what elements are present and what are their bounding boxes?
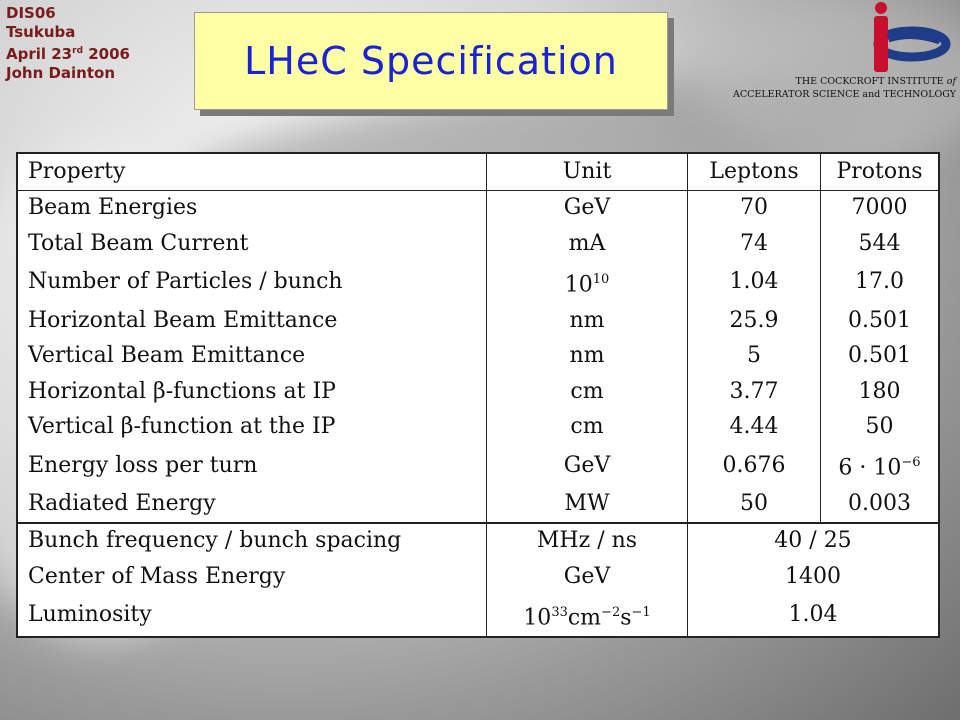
cell-property: Center of Mass Energy	[18, 559, 487, 595]
cell-leptons: 5	[688, 338, 821, 374]
header-unit: Unit	[487, 154, 688, 190]
cell-property: Radiated Energy	[18, 486, 487, 523]
header-protons: Protons	[821, 154, 939, 190]
table-row	[18, 445, 938, 486]
cell-unit: GeV	[487, 190, 688, 226]
table-row	[18, 303, 938, 339]
header-leptons: Leptons	[688, 154, 821, 190]
table-row	[18, 374, 938, 410]
cell-unit: MW	[487, 486, 688, 523]
cell-unit: $10^{10}$	[487, 262, 688, 303]
cell-value: 1.04	[788, 602, 838, 628]
cell-leptons: 70	[688, 190, 821, 226]
cell-property: Energy loss per turn	[18, 445, 487, 486]
table-row-combined	[18, 523, 938, 560]
cell-property: Vertical β-function at the IP	[18, 409, 487, 445]
table-row	[18, 486, 938, 523]
cell-leptons: 1.04	[688, 262, 821, 303]
cell-value: 1400	[785, 564, 841, 590]
cell-unit: nm	[487, 338, 688, 374]
cockcroft-logo	[862, 2, 952, 76]
cell-property: Horizontal Beam Emittance	[18, 303, 487, 339]
cell-unit: cm	[487, 374, 688, 410]
cell-unit: nm	[487, 303, 688, 339]
cell-value: 40 / 25	[688, 523, 939, 560]
table-row	[18, 409, 938, 445]
table-row	[18, 262, 938, 303]
event-date: April 23rd 2006	[6, 45, 130, 63]
cell-protons: 0.501	[848, 307, 911, 333]
cell-property: Beam Energies	[18, 190, 487, 226]
cell-protons: 50	[865, 414, 894, 440]
cell-property: Total Beam Current	[18, 226, 487, 262]
table-row-combined	[18, 595, 938, 636]
cell-protons: 17.0	[855, 269, 904, 295]
header-property: Property	[18, 154, 487, 190]
cell-unit: GeV	[487, 559, 688, 595]
cell-leptons: 0.676	[688, 445, 821, 486]
cell-protons: $6 \cdot 10^{-6}$	[838, 454, 921, 481]
table-header-row	[18, 154, 938, 190]
cell-unit: GeV	[487, 445, 688, 486]
cell-protons: 180	[858, 378, 901, 404]
page-title: LHeC Specification	[244, 39, 618, 83]
cell-property: Number of Particles / bunch	[18, 262, 487, 303]
cell-leptons: 50	[688, 486, 821, 523]
cell-unit: mA	[487, 226, 688, 262]
cell-protons: 0.003	[848, 490, 911, 516]
cell-unit: MHz / ns	[487, 523, 688, 560]
cell-protons: 7000	[851, 195, 908, 221]
cell-property: Horizontal β-functions at IP	[18, 374, 487, 410]
table-row	[18, 190, 938, 226]
cell-unit: $10^{33}cm^{-2}s^{-1}$	[487, 595, 688, 636]
event-info	[6, 4, 130, 83]
cell-property: Bunch frequency / bunch spacing	[18, 523, 487, 560]
cell-leptons: 74	[688, 226, 821, 262]
cell-property: Vertical Beam Emittance	[18, 338, 487, 374]
cell-leptons: 4.44	[688, 409, 821, 445]
cell-leptons: 3.77	[688, 374, 821, 410]
title-box	[194, 12, 668, 110]
cell-property: Luminosity	[18, 595, 487, 636]
institute-name: THE COCKCROFT INSTITUTE of ACCELERATOR SCIENCE and TECHNOLOGY	[733, 76, 956, 100]
event-location: Tsukuba	[6, 23, 76, 41]
table-row-combined	[18, 559, 938, 595]
table-row	[18, 226, 938, 262]
cell-protons: 544	[858, 230, 901, 256]
event-author: John Dainton	[6, 64, 116, 82]
spec-table	[16, 152, 940, 638]
cell-unit: cm	[487, 409, 688, 445]
table-row	[18, 338, 938, 374]
cell-protons: 0.501	[848, 343, 911, 369]
cell-leptons: 25.9	[688, 303, 821, 339]
event-name: DIS06	[6, 4, 56, 22]
